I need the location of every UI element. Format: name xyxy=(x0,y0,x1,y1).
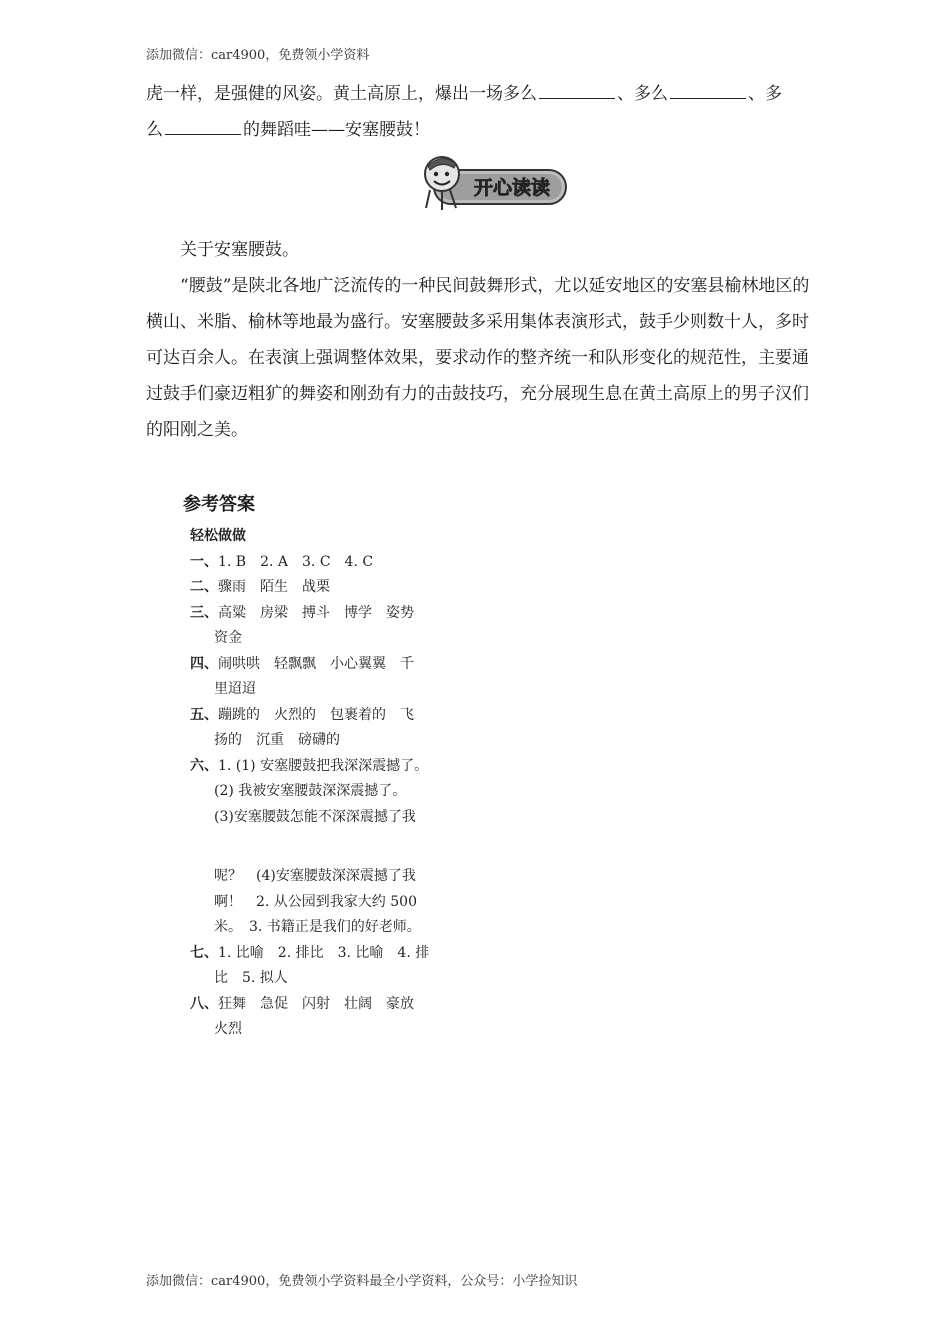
answer-6-line-5: 啊！ 2. 从公园到我家大约 500 xyxy=(214,893,417,910)
reading-title: 关于安塞腰鼓。 xyxy=(180,240,299,260)
answer-5-line-2: 扬的 沉重 磅礴的 xyxy=(214,732,340,748)
intro-sep2: 、多 xyxy=(748,84,782,104)
answer-3-line-2: 资金 xyxy=(214,630,242,646)
banner-label: 开心读读 xyxy=(473,177,551,199)
answer-6-line-4: 呢？ (4)安塞腰鼓深深震撼了我 xyxy=(214,868,416,884)
answer-1-line-1: 一、1. B 2. A 3. C 4. C xyxy=(190,553,374,570)
answer-8-line-1: 八、狂舞 急促 闪射 壮阔 豪放 xyxy=(190,995,414,1012)
answer-7-line-1: 七、1. 比喻 2. 排比 3. 比喻 4. 排 xyxy=(190,944,430,961)
answer-7-line-2: 比 5. 拟人 xyxy=(214,970,288,986)
reading-banner xyxy=(416,152,571,212)
intro-paragraph xyxy=(146,76,811,148)
answer-2-line-1: 二、骤雨 陌生 战栗 xyxy=(190,579,330,595)
answer-6-line-6: 米。 3. 书籍正是我们的好老师。 xyxy=(214,919,421,935)
answer-8-line-2: 火烈 xyxy=(214,1021,242,1037)
intro-part3: 的舞蹈哇——安塞腰鼓！ xyxy=(243,120,430,140)
blank-2 xyxy=(670,80,746,99)
answer-3-line-1: 三、高粱 房梁 搏斗 博学 姿势 xyxy=(190,604,414,621)
answer-6-line-2: (2) 我被安塞腰鼓深深震撼了。 xyxy=(214,783,407,799)
answers-section-title: 轻松做做 xyxy=(190,528,246,544)
answer-4-line-1: 四、闹哄哄 轻飘飘 小心翼翼 千 xyxy=(190,655,414,672)
spacer xyxy=(190,830,455,864)
reading-section xyxy=(146,232,811,448)
blank-1 xyxy=(539,80,615,99)
answer-6-line-1: 六、1. (1) 安塞腰鼓把我深深震撼了。 xyxy=(190,757,429,774)
intro-sep1: 、多么 xyxy=(617,84,668,104)
blank-3 xyxy=(165,116,241,135)
answers-title: 参考答案 xyxy=(183,494,255,515)
reading-paragraph: “腰鼓”是陕北各地广泛流传的一种民间鼓舞形式，尤以延安地区的安塞县榆林地区的横山、米脂、榆林等地最为盛行。安塞腰鼓多采用集体表演形式，鼓手少则数十人，多时可达百余人。在表演上强调整体效果，要求动作的整齐统一和队形变化的规范性，主要通过鼓手们豪迈粗犷的舞姿和刚劲有力的击鼓技巧，充分展现生息在黄土高原上的男子汉们的阳刚之美。 xyxy=(146,276,810,440)
footer-note: 添加微信：car4900，免费领小学资料最全小学资料，公众号：小学捡知识 xyxy=(146,1274,578,1289)
intro-part2: 么 xyxy=(146,120,163,140)
answer-4-line-2: 里迢迢 xyxy=(214,681,256,697)
answer-6-line-3: (3)安塞腰鼓怎能不深深震撼了我 xyxy=(214,808,416,825)
cartoon-boy-icon xyxy=(416,152,571,212)
intro-part1: 虎一样，是强健的风姿。黄土高原上，爆出一场多么 xyxy=(146,84,537,104)
answer-list xyxy=(190,524,455,1043)
answer-5-line-1: 五、蹦跳的 火烈的 包裹着的 飞 xyxy=(190,706,414,723)
header-note: 添加微信：car4900，免费领小学资料 xyxy=(146,48,370,63)
